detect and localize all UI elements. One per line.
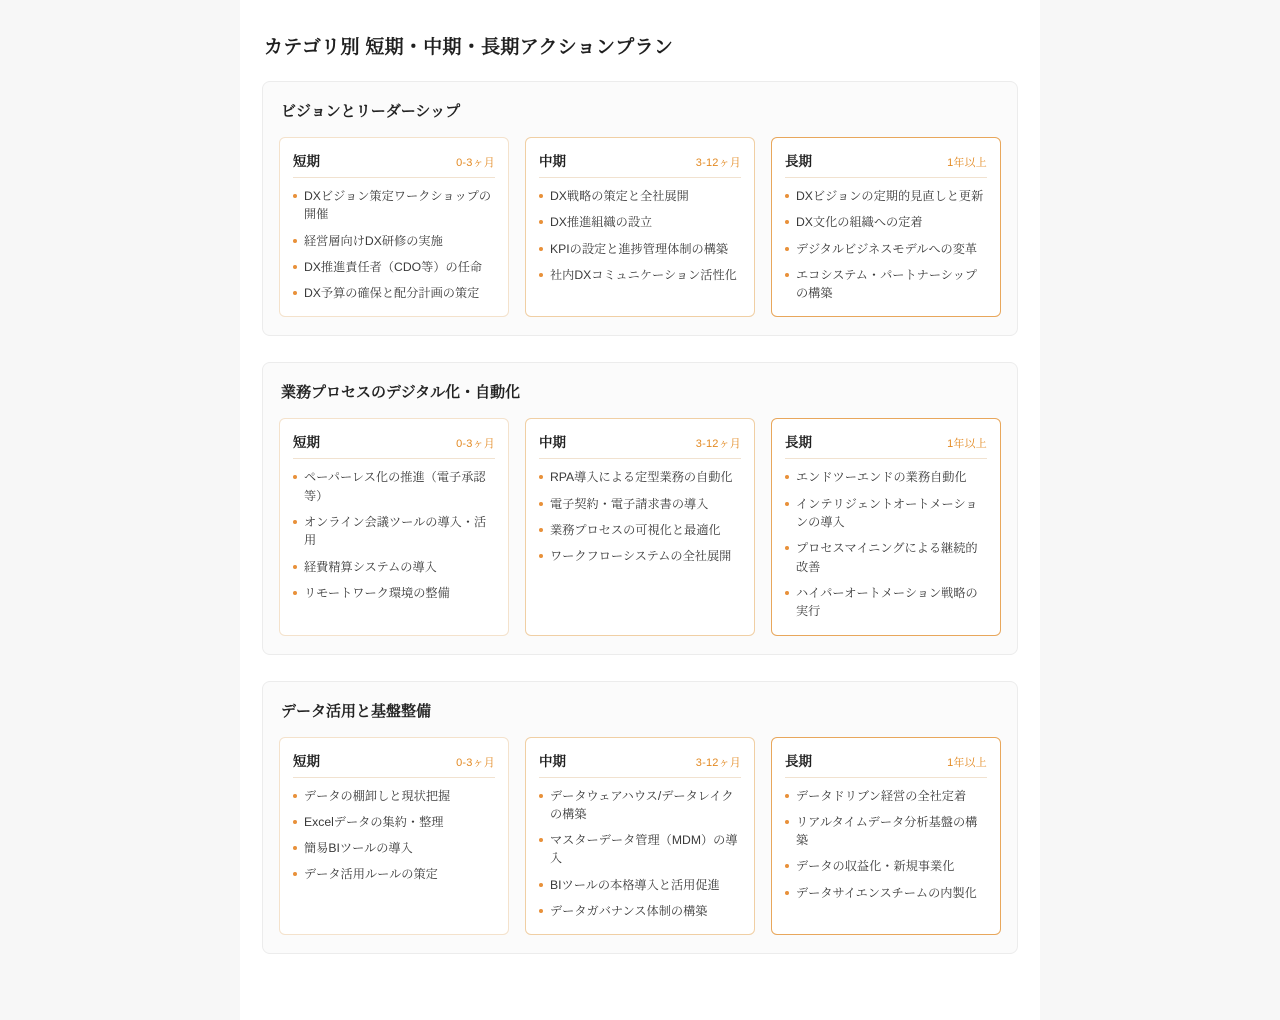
phase-card [771,137,1001,317]
category-section [262,362,1018,654]
action-item: ハイパーオートメーション戦略の実行 [785,584,987,621]
action-item: DX文化の組織への定着 [785,213,987,231]
phase-range: 3-12ヶ月 [695,157,741,169]
action-item: データガバナンス体制の構築 [539,902,741,920]
document-sheet [240,0,1040,1020]
action-item-list [293,187,495,302]
action-item: エンドツーエンドの業務自動化 [785,468,987,486]
action-item: DX推進責任者（CDO等）の任命 [293,258,495,276]
action-item: DXビジョンの定期的見直しと更新 [785,187,987,205]
action-item: DX予算の確保と配分計画の策定 [293,284,495,302]
phase-range: 1年以上 [947,438,987,451]
action-item-list [785,787,987,902]
phase-header [293,750,495,778]
category-section [262,81,1018,336]
phase-card [279,137,509,317]
action-item: RPA導入による定型業務の自動化 [539,468,741,486]
phase-range: 1年以上 [947,157,987,169]
category-section [262,681,1018,955]
phase-name: 短期 [293,435,320,451]
action-item: Excelデータの集約・整理 [293,813,495,831]
phase-name: 中期 [539,753,566,769]
phase-name: 短期 [293,154,320,169]
action-item: 業務プロセスの可視化と最適化 [539,521,741,539]
action-item: データドリブン経営の全社定着 [785,787,987,805]
action-item: データウェアハウス/データレイクの構築 [539,787,741,824]
action-item: ワークフローシステムの全社展開 [539,547,741,565]
category-title: データ活用と基盤整備 [281,702,432,720]
action-item: エコシステム・パートナーシップの構築 [785,266,987,303]
phase-card [525,418,755,635]
action-item: オンライン会議ツールの導入・活用 [293,513,495,550]
phase-header [785,150,987,178]
action-item: BIツールの本格導入と活用促進 [539,876,741,894]
phase-header [293,150,495,178]
action-item: 電子契約・電子請求書の導入 [539,495,741,513]
phase-name: 中期 [539,435,566,451]
phase-header [539,431,741,459]
action-item-list [293,787,495,884]
phase-card [771,418,1001,635]
action-item: リアルタイムデータ分析基盤の構築 [785,813,987,850]
category-title: ビジョンとリーダーシップ [281,103,461,120]
phase-header [785,431,987,459]
phase-columns [279,737,1001,936]
action-item-list [539,187,741,284]
phase-name: 長期 [785,435,812,451]
action-item: 経費精算システムの導入 [293,558,495,576]
phase-range: 1年以上 [947,756,987,769]
phase-card [525,137,755,317]
action-item-list [785,468,987,620]
phase-name: 長期 [785,154,812,169]
phase-header [539,750,741,778]
phase-range: 0-3ヶ月 [456,157,495,169]
phase-range: 0-3ヶ月 [456,756,495,769]
phase-name: 中期 [539,154,566,169]
action-item-list [539,787,741,921]
phase-columns [279,137,1001,317]
phase-header [785,750,987,778]
action-item: マスターデータ管理（MDM）の導入 [539,831,741,868]
action-item-list [785,187,987,302]
action-item-list [293,468,495,602]
phase-columns [279,418,1001,635]
phase-range: 0-3ヶ月 [456,438,495,451]
phase-header [539,150,741,178]
category-title: 業務プロセスのデジタル化・自動化 [281,384,521,402]
phase-range: 3-12ヶ月 [695,438,741,451]
action-item: プロセスマイニングによる継続的改善 [785,539,987,576]
phase-name: 長期 [785,753,812,769]
action-item: リモートワーク環境の整備 [293,584,495,602]
phase-header [293,431,495,459]
phase-name: 短期 [293,753,320,769]
phase-card [771,737,1001,936]
action-item-list [539,468,741,565]
action-item: KPIの設定と進捗管理体制の構築 [539,240,741,258]
phase-card [279,418,509,635]
action-item: ペーパーレス化の推進（電子承認等） [293,468,495,505]
action-item: インテリジェントオートメーションの導入 [785,495,987,532]
action-item: データサイエンスチームの内製化 [785,884,987,902]
action-item: 経営層向けDX研修の実施 [293,232,495,250]
action-item: デジタルビジネスモデルへの変革 [785,240,987,258]
phase-card [525,737,755,936]
phase-range: 3-12ヶ月 [695,756,741,769]
action-item: DXビジョン策定ワークショップの開催 [293,187,495,224]
category-list [262,81,1018,954]
action-item: 簡易BIツールの導入 [293,839,495,857]
action-item: データの棚卸しと現状把握 [293,787,495,805]
action-item: 社内DXコミュニケーション活性化 [539,266,741,284]
action-item: データ活用ルールの策定 [293,865,495,883]
phase-card [279,737,509,936]
action-item: DX推進組織の設立 [539,213,741,231]
page-title: カテゴリ別 短期・中期・長期アクションプラン [264,37,674,58]
action-item: DX戦略の策定と全社展開 [539,187,741,205]
action-item: データの収益化・新規事業化 [785,857,987,875]
